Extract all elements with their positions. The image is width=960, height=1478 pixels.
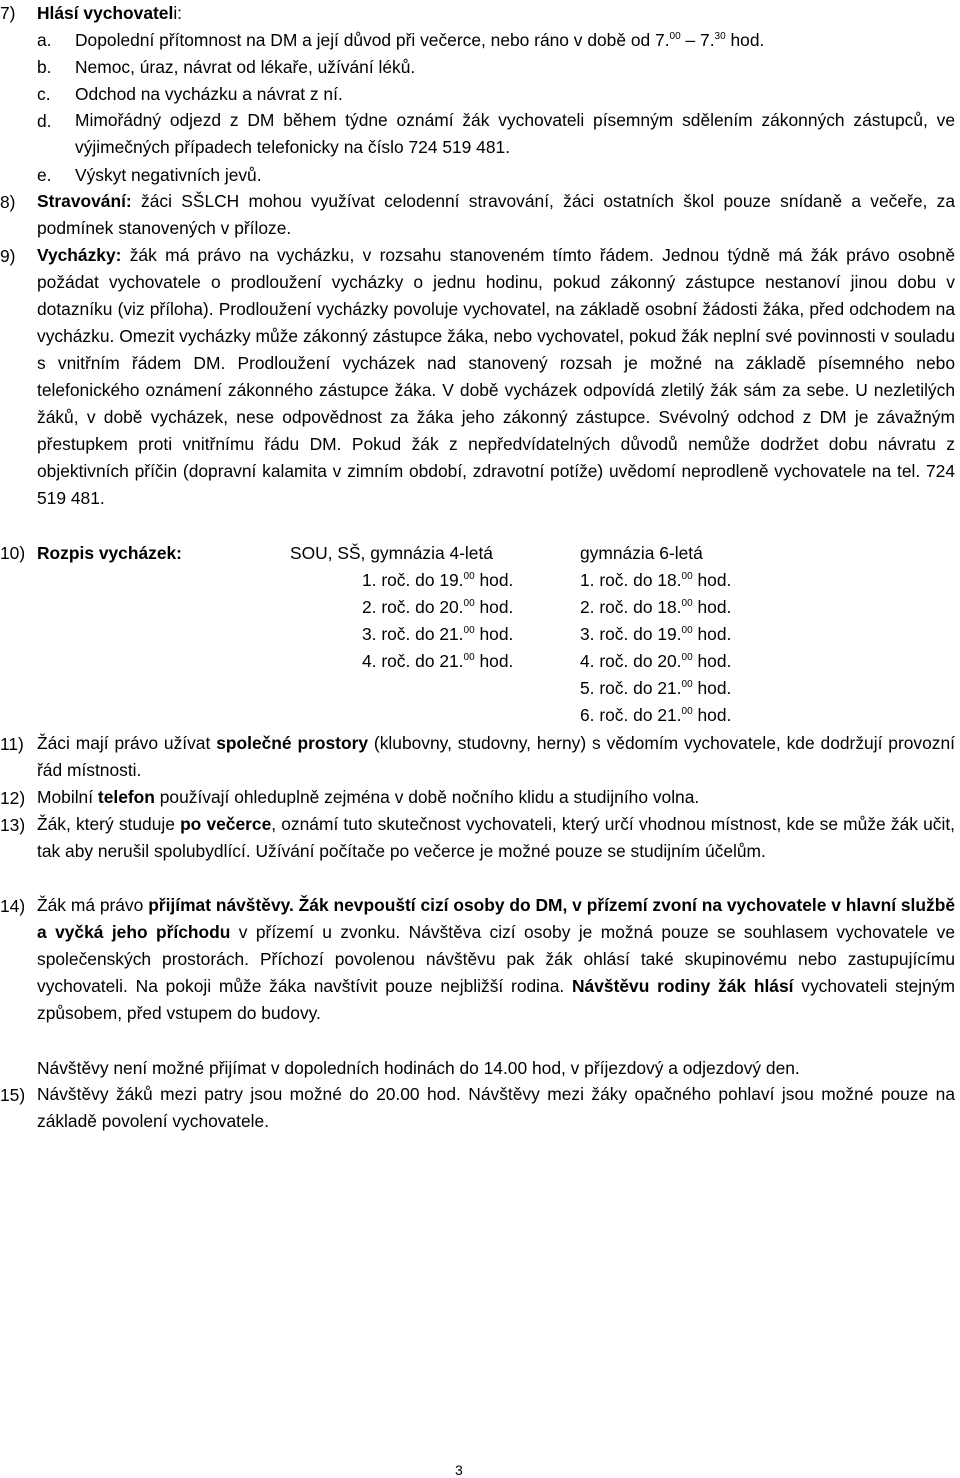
section-14-number: 14) [0, 896, 26, 916]
section-13-paragraph: Žák, který studuje po večerce, oznámí tuto skutečnost vychovateli, který určí vhodnou místnost, kde se může žák učit, tak aby nerušil spolubydlící. Užívání počítače po večerce je možné pouze se studijním účelům. [37, 814, 955, 861]
section-8-number: 8) [0, 192, 16, 212]
schedule-col2-row: 3. roč. do 19.00 hod. [580, 624, 732, 644]
section-7-title: Hlásí vychovatel [37, 3, 174, 23]
schedule-col1-row: 3. roč. do 21.00 hod. [362, 624, 514, 644]
section-9-text: žák má právo na vycházku, v rozsahu stanoveném tímto řádem. Jednou týdně má žák právo osobně požádat vychovatele o prodloužení vycházky o jednu hodinu, pokud zákonný zástupce nestanoví jinou dobu v dotazníku (viz příloha). Prodloužení vycházky povoluje vychovatel, na základě osobní žádosti žáka, před odchodem na vycházku. Omezit vycházky může zákonný zástupce žáka, nebo vychovatel, pokud žák neplní své povinnosti v souladu s vnitřním řádem DM. Prodloužení vycházek nad stanovený rozsah je možné na základě písemného nebo telefonického oznámení zákonného zástupce žáka. V době vycházek odpovídá zletilý žák sám za sebe. U nezletilých žáků, v době vycházek, nese odpovědnost za žáka jeho zákonný zástupce. Svévolný odchod z DM je závažným přestupkem proti vnitřnímu řádu DM. Pokud žák z nepředvídatelných důvodů nemůže dodržet dobu návratu z objektivních příčin (dopravní kalamita v zimním období, zdravotní potíže) uvědomí neprodleně vychovatele na tel. 724 519 481. [37, 245, 955, 508]
section-7-d-label: d. [37, 111, 52, 131]
schedule-col1-row: 1. roč. do 19.00 hod. [362, 570, 514, 590]
section-7-number: 7) [0, 3, 16, 23]
section-14-paragraph: Žák má právo přijímat návštěvy. Žák nevpouští cizí osoby do DM, v přízemí zvoní na vychovatele v hlavní službě a vyčká jeho příchodu v přízemí u zvonku. Návštěva cizí osoby je možná pouze se souhlasem vychovatele ve společenských prostorách. Příchozí povolenou návštěvu pak žák ohlásí také skupinovému nebo zastupujícímu vychovateli. Na pokoji může žáka navštívit pouze nejbližší rodina. Návštěvu rodiny žák hlásí vychovateli stejným způsobem, před vstupem do budovy. [37, 895, 956, 1023]
section-15-paragraph: Návštěvy žáků mezi patry jsou možné do 20.00 hod. Návštěvy mezi žáky opačného pohlaví jsou možné pouze na základě povolení vychovatele. [37, 1084, 955, 1131]
schedule-col2-row: 4. roč. do 20.00 hod. [580, 651, 732, 671]
schedule-col2-row: 2. roč. do 18.00 hod. [580, 597, 732, 617]
section-7-heading [37, 2, 182, 24]
section-12-number: 12) [0, 788, 26, 808]
section-8-title: Stravování: [37, 191, 132, 211]
section-11-paragraph: Žáci mají právo užívat společné prostory (klubovny, studovny, herny) s vědomím vychovatele, kde dodržují provozní řád místnosti. [37, 733, 955, 780]
section-9-title: Vycházky: [37, 245, 122, 265]
section-9-paragraph [37, 242, 955, 512]
section-7-b-label: b. [37, 57, 52, 77]
section-14-visits-note: Návštěvy není možné přijímat v dopoledních hodinách do 14.00 hod, v příjezdový a odjezdový den. [37, 1058, 800, 1078]
schedule-col1-header: SOU, SŠ, gymnázia 4-letá [290, 543, 493, 563]
section-7-c-label: c. [37, 84, 51, 104]
schedule-col2-row: 1. roč. do 18.00 hod. [580, 570, 732, 590]
page-number: 3 [455, 1462, 463, 1478]
section-9-number: 9) [0, 246, 16, 266]
schedule-col1-row: 2. roč. do 20.00 hod. [362, 597, 514, 617]
schedule-col2-row: 5. roč. do 21.00 hod. [580, 678, 732, 698]
section-10-number: 10) [0, 543, 26, 563]
section-7-a-text: Dopolední přítomnost na DM a její důvod při večerce, nebo ráno v době od 7.00 – 7.30 hod. [75, 30, 765, 50]
schedule-col2-row: 6. roč. do 21.00 hod. [580, 705, 732, 725]
section-7-title-tail: i: [173, 3, 183, 23]
section-8-text: žáci SŠLCH mohou využívat celodenní stravování, žáci ostatních škol pouze snídaně a večeře, za podmínek stanovených v příloze. [37, 191, 955, 238]
section-15-number: 15) [0, 1085, 26, 1105]
section-13-number: 13) [0, 815, 26, 835]
section-12-paragraph: Mobilní telefon používají ohleduplně zejména v době nočního klidu a studijního volna. [37, 787, 700, 807]
section-11-number: 11) [0, 734, 24, 754]
schedule-col1-row: 4. roč. do 21.00 hod. [362, 651, 514, 671]
section-7-e-label: e. [37, 165, 52, 185]
section-7-c-text: Odchod na vycházku a návrat z ní. [75, 84, 343, 104]
section-10-title: Rozpis vycházek: [37, 543, 182, 563]
section-7-b-text: Nemoc, úraz, návrat od lékaře, užívání léků. [75, 57, 416, 77]
schedule-col2-header: gymnázia 6-letá [580, 543, 703, 563]
section-7-e-text: Výskyt negativních jevů. [75, 165, 262, 185]
section-7-d-text: Mimořádný odjezd z DM během týdne oznámí žák vychovateli písemným sdělením zákonných zástupců, ve výjimečných případech telefonicky na číslo 724 519 481. [75, 110, 955, 157]
section-8-paragraph [37, 188, 955, 242]
section-7-a-label: a. [37, 30, 52, 50]
